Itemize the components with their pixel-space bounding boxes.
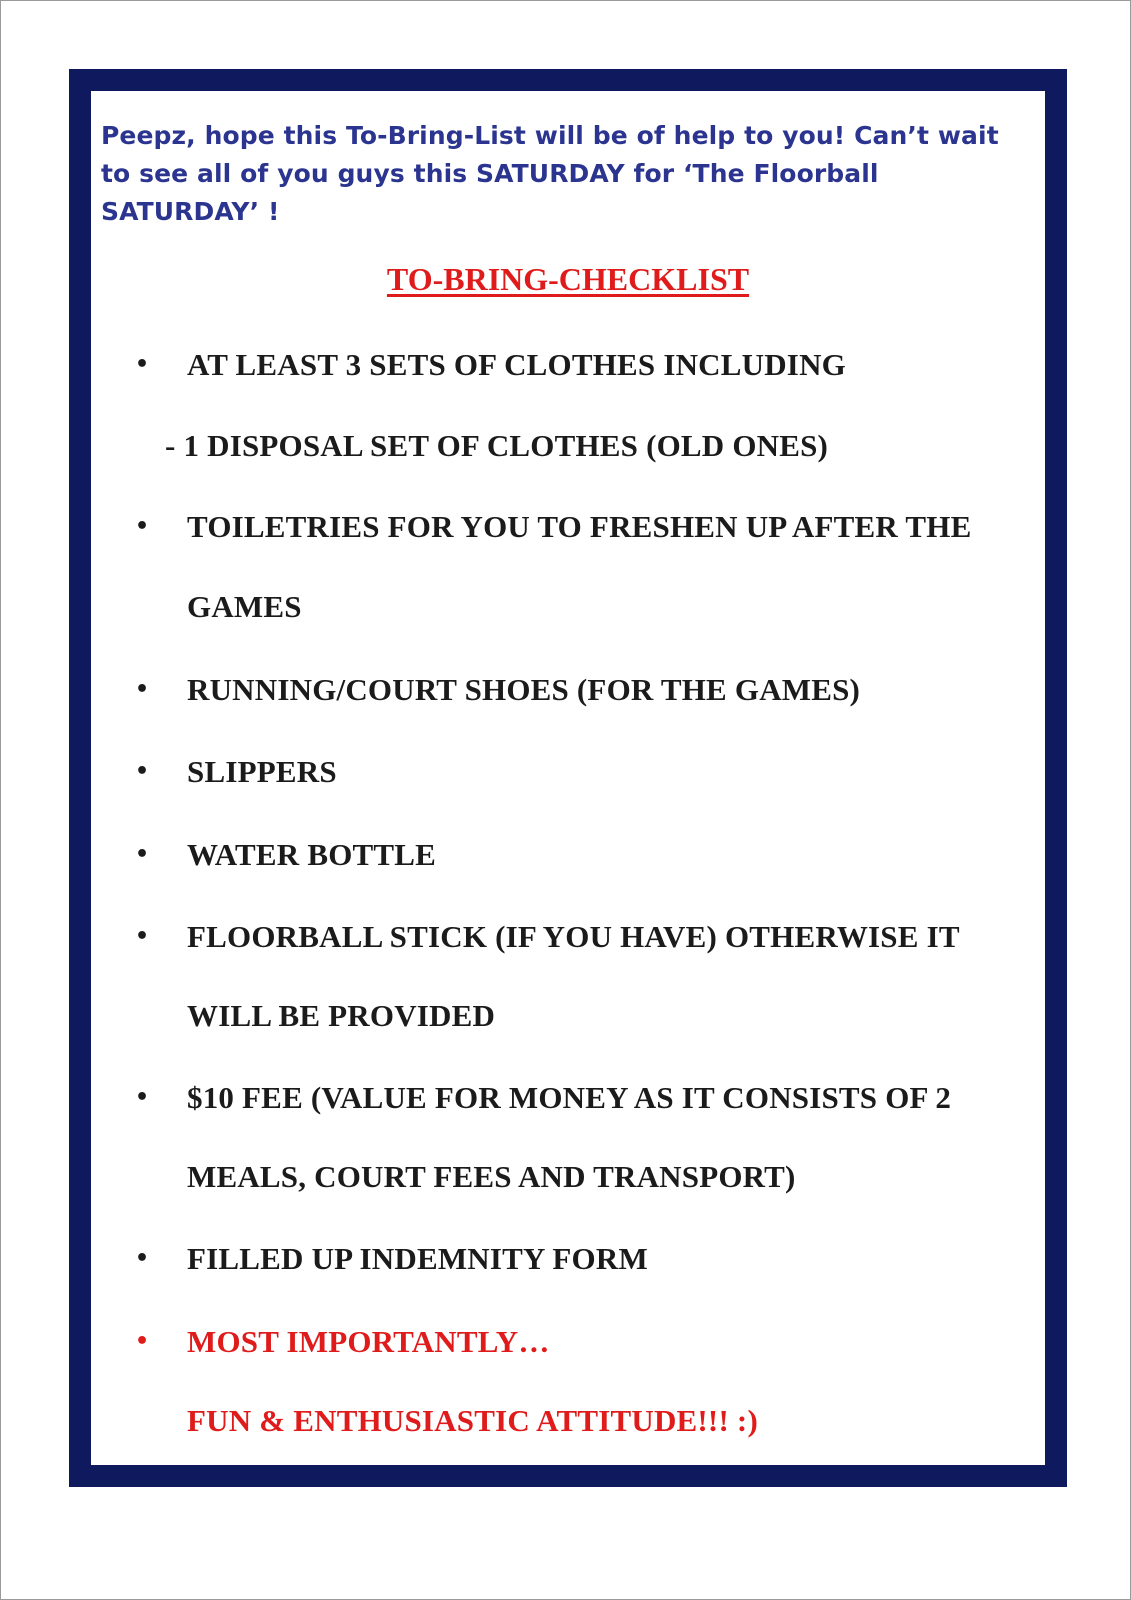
bullet-icon: •	[135, 1329, 150, 1354]
list-item-text: - 1 DISPOSAL SET OF CLOTHES (OLD ONES)	[165, 428, 829, 463]
list-item	[91, 915, 1045, 959]
list-item-text: WATER BOTTLE	[187, 837, 437, 872]
list-item	[91, 750, 1045, 794]
list-item-text: $10 FEE (VALUE FOR MONEY AS IT CONSISTS OF 2	[187, 1080, 952, 1115]
bullet-icon: •	[135, 759, 150, 784]
bullet-icon: •	[135, 1246, 150, 1271]
list-item-text: RUNNING/COURT SHOES (FOR THE GAMES)	[187, 672, 861, 707]
list-item	[91, 505, 1045, 549]
list-item	[91, 1320, 1045, 1364]
list-item-text: AT LEAST 3 SETS OF CLOTHES INCLUDING	[187, 347, 846, 382]
list-item-text: FLOORBALL STICK (IF YOU HAVE) OTHERWISE IT	[187, 919, 960, 954]
list-item	[91, 424, 1045, 468]
list-item	[91, 1076, 1045, 1120]
bullet-icon: •	[135, 514, 150, 539]
checklist	[91, 91, 1045, 1465]
list-item-text: FILLED UP INDEMNITY FORM	[187, 1241, 648, 1276]
list-item-text: MEALS, COURT FEES AND TRANSPORT)	[187, 1159, 796, 1194]
checklist-title: TO-BRING-CHECKLIST	[386, 261, 750, 297]
list-item-text: SLIPPERS	[187, 754, 337, 789]
flyer-border	[69, 69, 1067, 1487]
list-item	[91, 994, 1045, 1038]
list-item	[91, 833, 1045, 877]
list-item-text: FUN & ENTHUSIASTIC ATTITUDE!!! :)	[187, 1403, 758, 1438]
list-item-text: WILL BE PROVIDED	[187, 998, 496, 1033]
list-item	[91, 585, 1045, 629]
bullet-icon: •	[135, 352, 150, 377]
intro-message: Peepz, hope this To-Bring-List will be of help to you! Can’t wait to see all of you guys this SATURDAY for ‘The Floorball SATURDAY’ !	[101, 121, 999, 226]
list-item-text: GAMES	[187, 589, 302, 624]
bullet-icon: •	[135, 677, 150, 702]
list-item-text: TOILETRIES FOR YOU TO FRESHEN UP AFTER THE	[187, 509, 972, 544]
list-item	[91, 668, 1045, 712]
list-item	[91, 1155, 1045, 1199]
bullet-icon: •	[135, 1085, 150, 1110]
list-item	[91, 343, 1045, 387]
list-item	[91, 1399, 1045, 1443]
bullet-icon: •	[135, 924, 150, 949]
list-item	[91, 1237, 1045, 1281]
bullet-icon: •	[135, 842, 150, 867]
list-item-text: MOST IMPORTANTLY…	[187, 1324, 550, 1359]
